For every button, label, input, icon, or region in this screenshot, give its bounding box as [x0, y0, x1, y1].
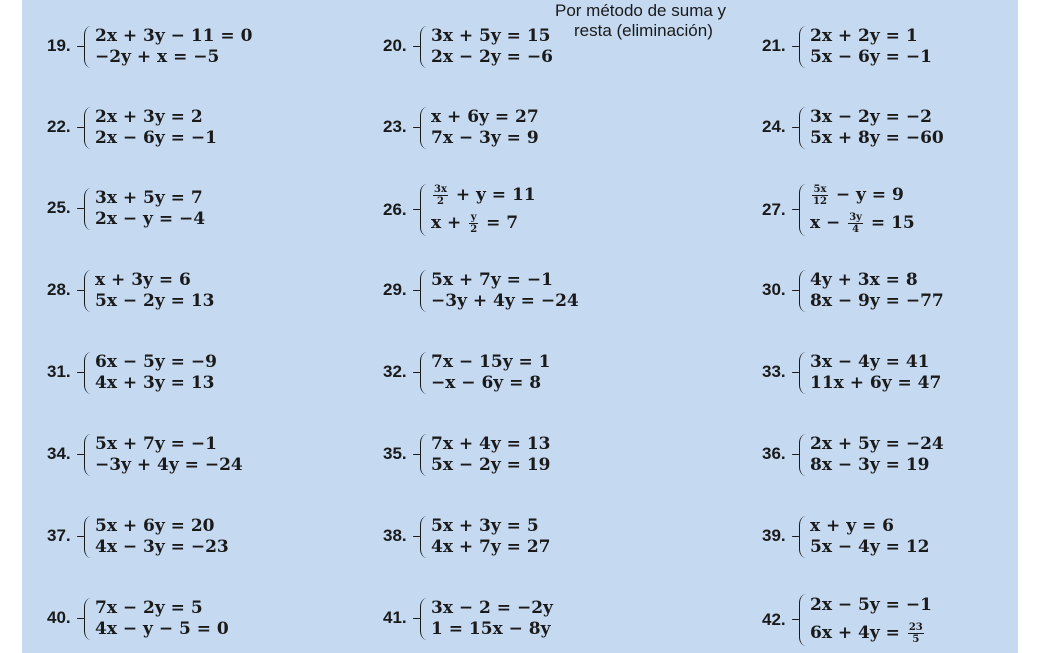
- equation-1: 2x + 2y = 1: [810, 26, 918, 46]
- fraction-numerator: 5x: [813, 184, 827, 195]
- problem-item: [383, 514, 683, 562]
- equation-1: 3x + 5y = 15: [431, 26, 551, 46]
- problem-item: [762, 350, 1039, 398]
- problem-number: 26.: [383, 200, 407, 219]
- equation-2: −x − 6y = 8: [431, 373, 542, 393]
- equation-1: x + y = 6: [810, 516, 895, 536]
- equation-2: 4x + 3y = 13: [95, 373, 215, 393]
- equation-1: 7x − 15y = 1: [431, 352, 551, 372]
- equation-2: 7x − 3y = 9: [431, 128, 539, 148]
- equation-2: −2y + x = −5: [95, 47, 220, 67]
- equation-text: − y = 9: [829, 185, 904, 205]
- brace-icon: [420, 516, 428, 558]
- equation-1: 3x − 2 = −2y: [431, 598, 553, 618]
- equation-1: 6x − 5y = −9: [95, 352, 217, 372]
- problem-item: [762, 186, 1039, 234]
- equation-2: 5x − 6y = −1: [810, 47, 932, 67]
- equation-2: 5x − 4y = 12: [810, 537, 930, 557]
- brace-icon: [799, 107, 807, 149]
- fraction: [908, 622, 924, 645]
- problem-item: [383, 105, 683, 153]
- fraction-denominator: 2: [470, 224, 478, 235]
- fraction-numerator: 23: [908, 622, 923, 633]
- problem-item: [762, 596, 1039, 644]
- title-line-2: resta (eliminación): [574, 21, 713, 40]
- equation-2: 11x + 6y = 47: [810, 373, 942, 393]
- brace-icon: [84, 598, 92, 640]
- problem-item: [47, 350, 347, 398]
- equation-text: x +: [431, 213, 468, 233]
- brace-icon: [799, 594, 807, 646]
- problem-number: 32.: [383, 362, 407, 381]
- problem-number: 33.: [762, 362, 786, 381]
- problem-number: 30.: [762, 280, 786, 299]
- equation-2: −3y + 4y = −24: [431, 291, 579, 311]
- fraction: [848, 212, 863, 235]
- problem-number: 37.: [47, 526, 71, 545]
- equation-text: x −: [810, 213, 847, 233]
- problem-number: 36.: [762, 444, 786, 463]
- problem-number: 40.: [47, 608, 71, 627]
- problem-number: 35.: [383, 444, 407, 463]
- brace-icon: [84, 352, 92, 394]
- brace-icon: [420, 184, 428, 236]
- problem-number: 29.: [383, 280, 407, 299]
- problem-number: 39.: [762, 526, 786, 545]
- problem-number: 22.: [47, 117, 71, 136]
- equation-1: 3x + 5y = 7: [95, 188, 203, 208]
- equation-1: 7x − 2y = 5: [95, 598, 203, 618]
- fraction: [469, 212, 478, 235]
- equation-2: 8x − 3y = 19: [810, 455, 930, 475]
- equation-text: = 15: [865, 213, 915, 233]
- problem-item: [383, 268, 683, 316]
- equation-1: 5x + 3y = 5: [431, 516, 539, 536]
- equation-1: [810, 184, 904, 207]
- problem-item: [762, 105, 1039, 153]
- problem-number: 25.: [47, 198, 71, 217]
- problem-item: [47, 186, 347, 234]
- brace-icon: [84, 434, 92, 476]
- brace-icon: [84, 107, 92, 149]
- problem-item: [762, 514, 1039, 562]
- equation-1: 7x + 4y = 13: [431, 434, 551, 454]
- equation-2: −3y + 4y = −24: [95, 455, 243, 475]
- equation-text: 6x + 4y =: [810, 623, 906, 643]
- problem-item: [762, 268, 1039, 316]
- equation-2: 4x + 7y = 27: [431, 537, 551, 557]
- equation-2: 4x − 3y = −23: [95, 537, 229, 557]
- brace-icon: [420, 352, 428, 394]
- brace-icon: [799, 184, 807, 236]
- equation-1: x + 6y = 27: [431, 107, 539, 127]
- equation-1: 2x + 3y = 2: [95, 107, 203, 127]
- brace-icon: [420, 270, 428, 312]
- brace-icon: [420, 598, 428, 640]
- equation-1: 2x + 5y = −24: [810, 434, 944, 454]
- brace-icon: [420, 107, 428, 149]
- fraction-denominator: 2: [436, 196, 444, 207]
- equation-2: 1 = 15x − 8y: [431, 619, 551, 639]
- problem-item: [383, 186, 683, 234]
- equation-1: 5x + 7y = −1: [431, 270, 553, 290]
- problem-number: 31.: [47, 362, 71, 381]
- brace-icon: [420, 26, 428, 68]
- problem-number: 42.: [762, 610, 786, 629]
- equation-2: 8x − 9y = −77: [810, 291, 944, 311]
- equation-1: [431, 184, 536, 207]
- problem-item: [383, 350, 683, 398]
- problem-number: 38.: [383, 526, 407, 545]
- equation-2: 2x − 2y = −6: [431, 47, 553, 67]
- equation-1: 3x − 4y = 41: [810, 352, 930, 372]
- problem-number: 28.: [47, 280, 71, 299]
- equation-2: 2x − y = −4: [95, 209, 206, 229]
- problem-number: 24.: [762, 117, 786, 136]
- equation-1: 4y + 3x = 8: [810, 270, 918, 290]
- fraction: [812, 184, 828, 207]
- equation-1: 2x − 5y = −1: [810, 595, 932, 615]
- brace-icon: [799, 434, 807, 476]
- fraction-denominator: 5: [912, 634, 920, 645]
- problem-item: [762, 24, 1039, 72]
- problem-number: 23.: [383, 117, 407, 136]
- brace-icon: [799, 516, 807, 558]
- fraction: [433, 184, 448, 207]
- equation-2: [810, 622, 926, 645]
- equation-1: 5x + 7y = −1: [95, 434, 217, 454]
- equation-1: x + 3y = 6: [95, 270, 191, 290]
- fraction-numerator: 3y: [849, 212, 862, 223]
- equation-1: 5x + 6y = 20: [95, 516, 215, 536]
- brace-icon: [799, 26, 807, 68]
- problem-item: [47, 268, 347, 316]
- problem-item: [383, 432, 683, 480]
- brace-icon: [799, 352, 807, 394]
- equation-2: 5x + 8y = −60: [810, 128, 944, 148]
- equation-2: 4x − y − 5 = 0: [95, 619, 229, 639]
- equation-2: [810, 212, 915, 235]
- brace-icon: [84, 516, 92, 558]
- fraction-denominator: 4: [852, 224, 860, 235]
- title-line-1: Por método de suma y: [555, 1, 727, 20]
- equation-2: 5x − 2y = 19: [431, 455, 551, 475]
- problem-item: [383, 24, 683, 72]
- problem-number: 27.: [762, 200, 786, 219]
- problem-item: [47, 514, 347, 562]
- equation-1: 3x − 2y = −2: [810, 107, 932, 127]
- fraction-denominator: 12: [813, 196, 827, 207]
- problem-item: [383, 596, 683, 644]
- problem-number: 19.: [47, 36, 71, 55]
- brace-icon: [84, 26, 92, 68]
- problem-item: [47, 105, 347, 153]
- equation-text: + y = 11: [449, 185, 536, 205]
- problem-item: [47, 24, 347, 72]
- equation-2: 2x − 6y = −1: [95, 128, 217, 148]
- problem-number: 41.: [383, 608, 407, 627]
- equation-1: 2x + 3y − 11 = 0: [95, 26, 253, 46]
- brace-icon: [799, 270, 807, 312]
- equation-text: = 7: [480, 213, 519, 233]
- problem-number: 21.: [762, 36, 786, 55]
- fraction-numerator: y: [470, 212, 477, 223]
- problem-item: [762, 432, 1039, 480]
- problem-number: 34.: [47, 444, 71, 463]
- brace-icon: [84, 188, 92, 230]
- problem-item: [47, 432, 347, 480]
- problem-number: 20.: [383, 36, 407, 55]
- equation-2: 5x − 2y = 13: [95, 291, 215, 311]
- brace-icon: [420, 434, 428, 476]
- problem-item: [47, 596, 347, 644]
- fraction-numerator: 3x: [434, 184, 447, 195]
- equation-2: [431, 212, 518, 235]
- brace-icon: [84, 270, 92, 312]
